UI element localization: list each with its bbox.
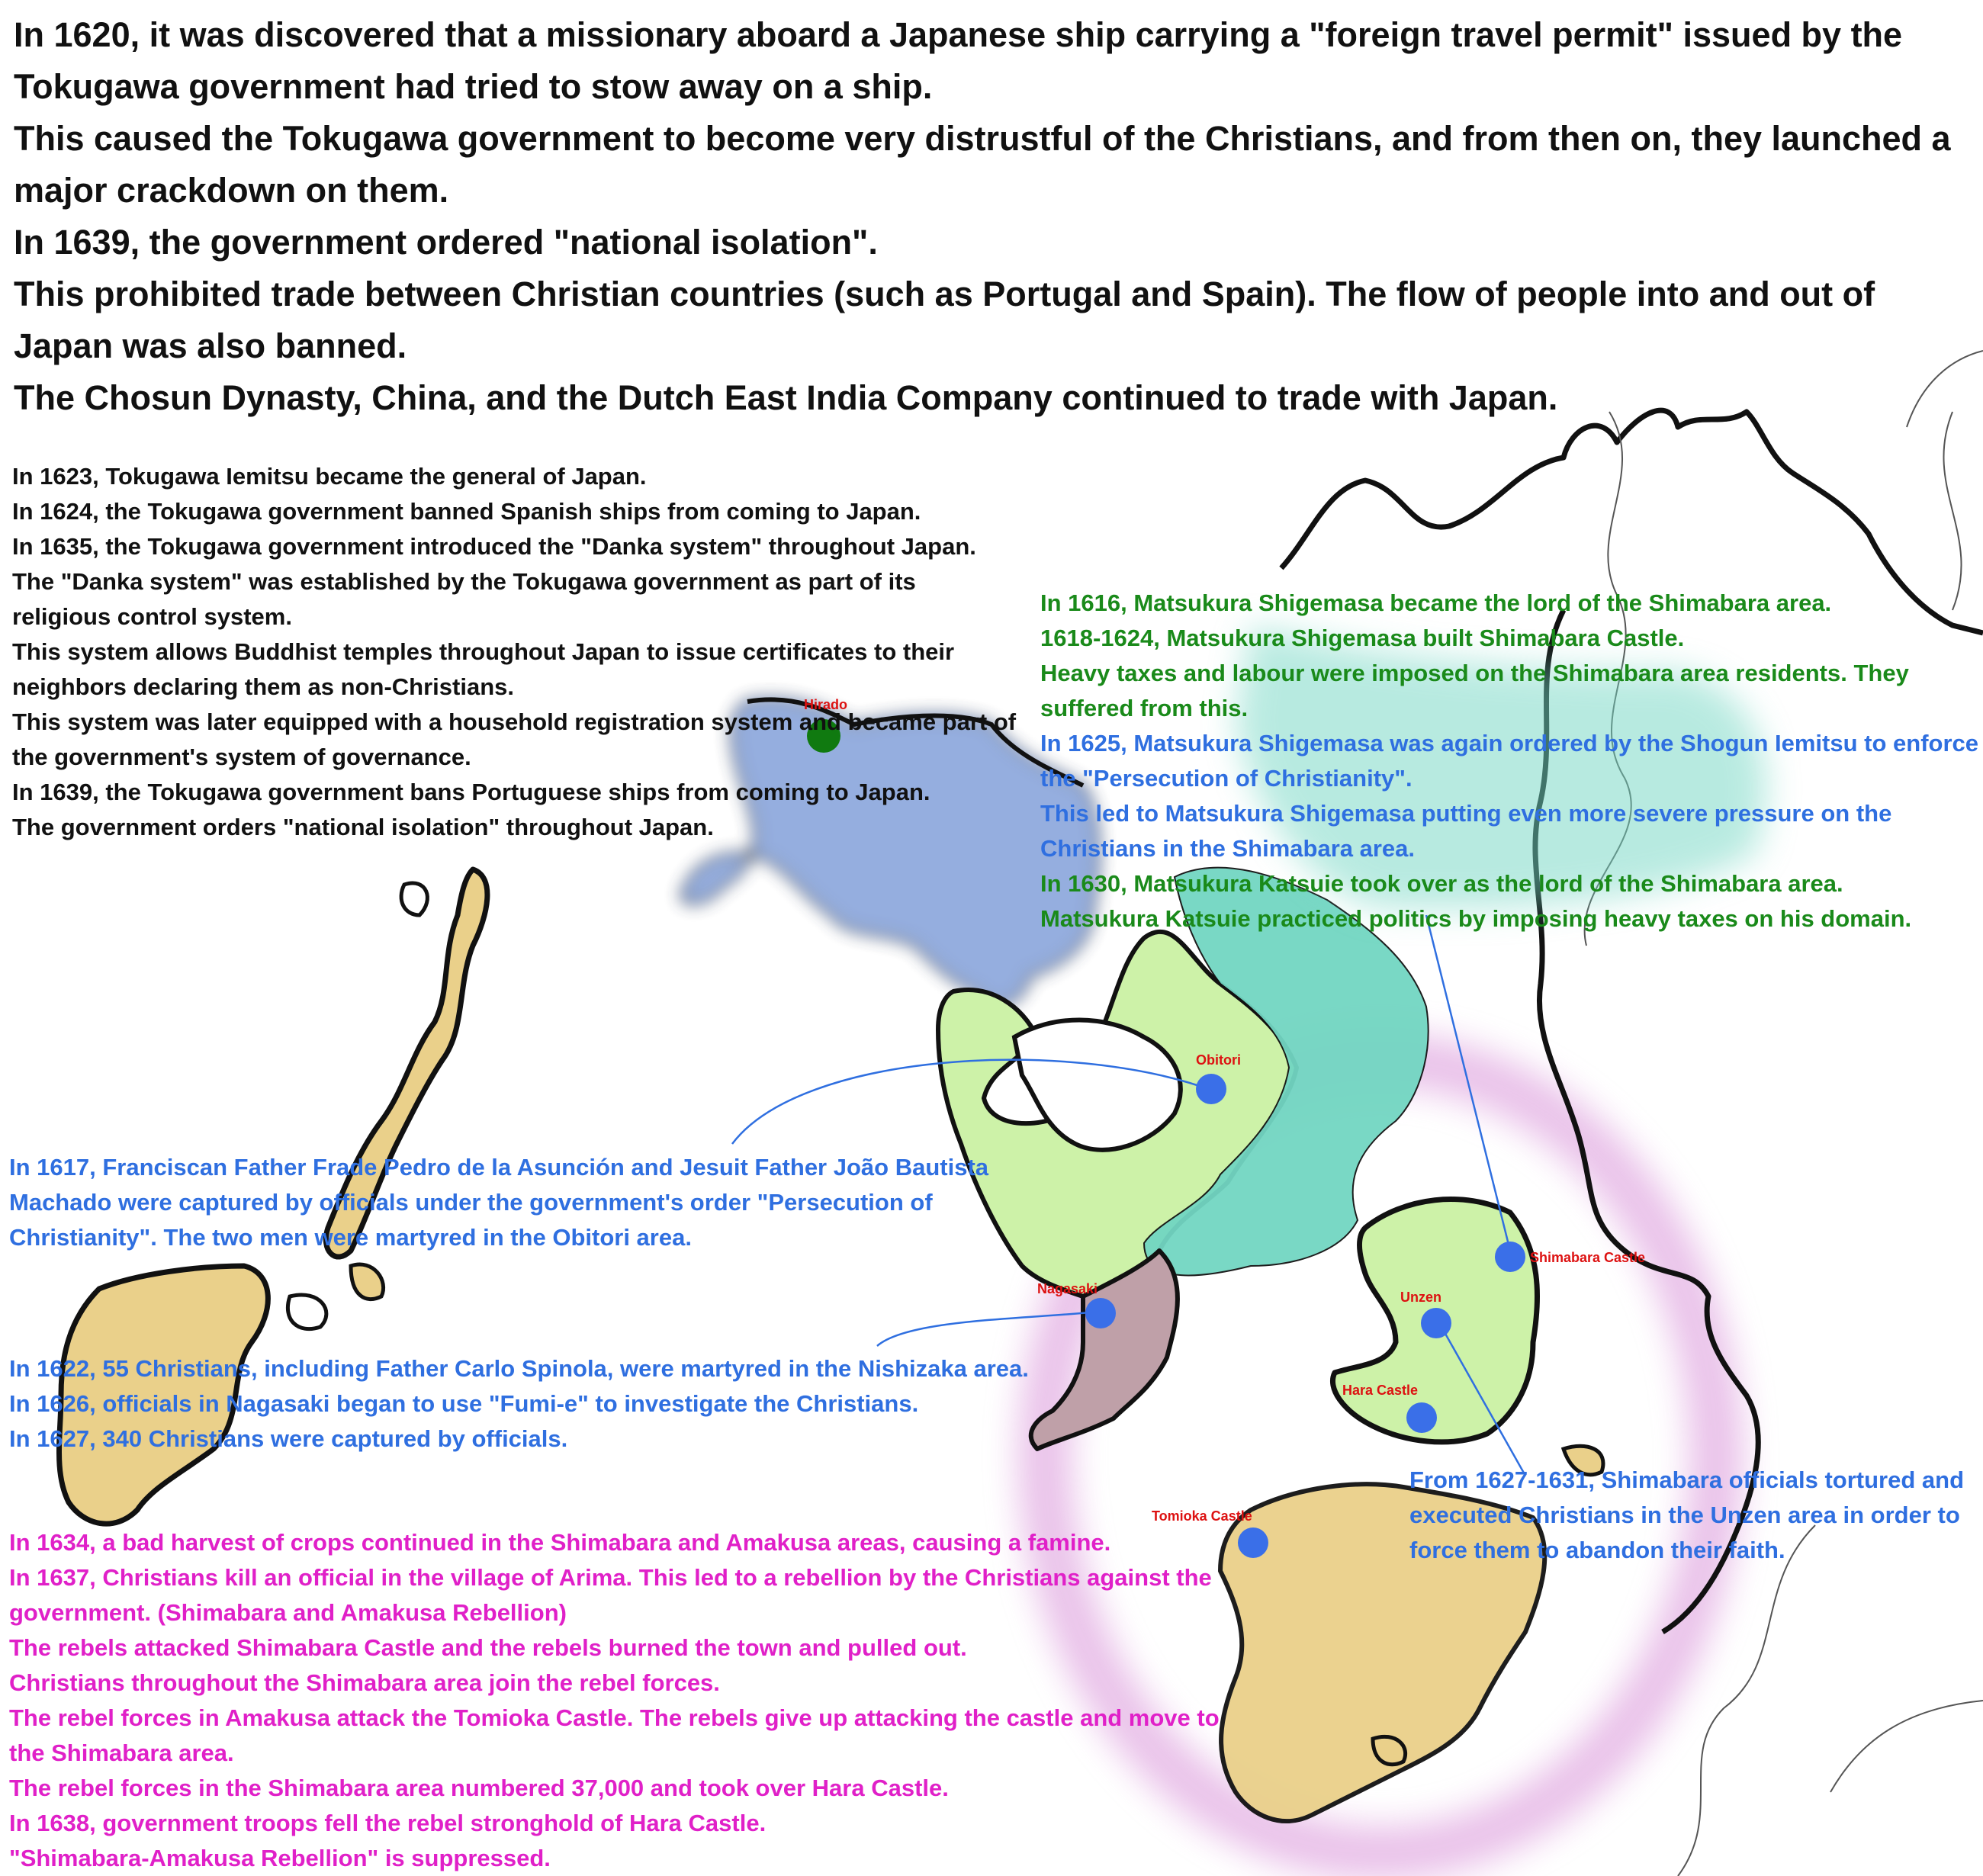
obitori-paragraph: In 1617, Franciscan Father Frade Pedro de la Asunción and Jesuit Father João Bautista Machado were captured by officials under the government's order "Persecution of Christianity". The two men were martyred in the Obitori area. [9,1154,989,1251]
tomioka-castle-marker [1238,1527,1268,1558]
unzen-paragraph: From 1627-1631, Shimabara officials tortured and executed Christians in the Unzen area in order to force them to abandon their faith. [1409,1466,1965,1563]
intro-line: This prohibited trade between Christian countries (such as Portugal and Spain). The flow of people into and out of Japan was also banned. [14,275,1875,365]
unzen-marker [1421,1308,1451,1338]
shimabara-line: Heavy taxes and labour were imposed on the Shimabara area residents. They suffered from this. [1040,660,1909,721]
timeline-line: The government orders "national isolation" throughout Japan. [12,814,714,840]
intro-line: The Chosun Dynasty, China, and the Dutch East India Company continued to trade with Japan. [14,378,1558,417]
shimabara-line: In 1616, Matsukura Shigemasa became the lord of the Shimabara area. [1040,589,1832,616]
nagasaki-line: In 1627, 340 Christians were captured by officials. [9,1425,568,1452]
timeline-line: This system allows Buddhist temples throughout Japan to issue certificates to their neighbors declaring them as non-Christians. [12,638,955,700]
goto-islet [351,1264,384,1299]
inland-boundary [1943,412,1961,610]
goto-islet [288,1295,326,1329]
tomioka-castle-label: Tomioka Castle [1152,1508,1252,1524]
hara-castle-label: Hara Castle [1342,1383,1419,1398]
rebellion-line: In 1634, a bad harvest of crops continued in the Shimabara and Amakusa areas, causing a famine. [9,1529,1111,1556]
shimabara-lords-text [1040,586,1983,936]
timeline-line: In 1623, Tokugawa Iemitsu became the general of Japan. [12,463,647,490]
islet [401,883,427,915]
shimabara-castle-label: Shimabara Castle [1530,1250,1646,1265]
nagasaki-persecution-text [9,1351,1115,1457]
rebellion-line: "Shimabara-Amakusa Rebellion" is suppressed. [9,1845,551,1871]
intro-line: In 1620, it was discovered that a missionary aboard a Japanese ship carrying a "foreign travel permit" issued by the Tokugawa government had tried to stow away on a ship. [14,15,1903,106]
timeline-line: In 1624, the Tokugawa government banned Spanish ships from coming to Japan. [12,498,921,525]
shimabara-line: Matsukura Katsuie practiced politics by imposing heavy taxes on his domain. [1040,905,1912,932]
rebellion-line: The rebel forces in the Shimabara area numbered 37,000 and took over Hara Castle. [9,1775,949,1801]
timeline-line: In 1639, the Tokugawa government bans Portuguese ships from coming to Japan. [12,779,930,805]
obitori-martyrdom-text [9,1150,1077,1255]
rebellion-line: In 1637, Christians kill an official in the village of Arima. This led to a rebellion by the Christians against the government. (Shimabara and Amakusa Rebellion) [9,1564,1212,1626]
tokugawa-timeline [12,459,1019,845]
nagasaki-label: Nagasaki [1037,1281,1098,1296]
shimabara-line: 1618-1624, Matsukura Shigemasa built Shimabara Castle. [1040,625,1685,651]
unzen-label: Unzen [1400,1290,1441,1305]
rebellion-line: Christians throughout the Shimabara area join the rebel forces. [9,1669,720,1696]
inland-boundary [1830,1701,1983,1792]
hara-castle-marker [1406,1402,1437,1433]
shimabara-line: In 1625, Matsukura Shigemasa was again ordered by the Shogun Iemitsu to enforce the "Persecution of Christianity". [1040,730,1978,792]
unzen-torture-text [1409,1463,1974,1568]
rebellion-text [9,1525,1229,1876]
intro-line: In 1639, the government ordered "national isolation". [14,223,878,262]
rebellion-line: The rebel forces in Amakusa attack the Tomioka Castle. The rebels give up attacking the castle and move to the Shimabara area. [9,1704,1220,1766]
shimabara-line: In 1630, Matsukura Katsuie took over as the lord of the Shimabara area. [1040,870,1843,897]
nagasaki-line: In 1626, officials in Nagasaki began to use "Fumi-e" to investigate the Christians. [9,1390,919,1417]
nagasaki-line: In 1622, 55 Christians, including Father Carlo Spinola, were martyred in the Nishizaka area. [9,1355,1029,1382]
timeline-line: This system was later equipped with a household registration system and became part of the government's system of governance. [12,708,1017,770]
rebellion-line: In 1638, government troops fell the rebel stronghold of Hara Castle. [9,1810,767,1836]
obitori-marker [1196,1074,1226,1104]
intro-line: This caused the Tokugawa government to become very distrustful of the Christians, and from then on, they launched a major crackdown on them. [14,119,1951,210]
obitori-label: Obitori [1196,1052,1241,1068]
rebellion-line: The rebels attacked Shimabara Castle and the rebels burned the town and pulled out. [9,1634,967,1661]
hirado-label: Hirado [804,697,848,712]
timeline-line: The "Danka system" was established by the Tokugawa government as part of its religious control system. [12,568,916,630]
timeline-line: In 1635, the Tokugawa government introduced the "Danka system" throughout Japan. [12,533,976,560]
intro-text [14,9,1974,424]
shimabara-line: This led to Matsukura Shigemasa putting even more severe pressure on the Christians in the Shimabara area. [1040,800,1892,862]
shimabara-castle-marker [1495,1242,1525,1272]
nagasaki-marker [1085,1298,1116,1328]
